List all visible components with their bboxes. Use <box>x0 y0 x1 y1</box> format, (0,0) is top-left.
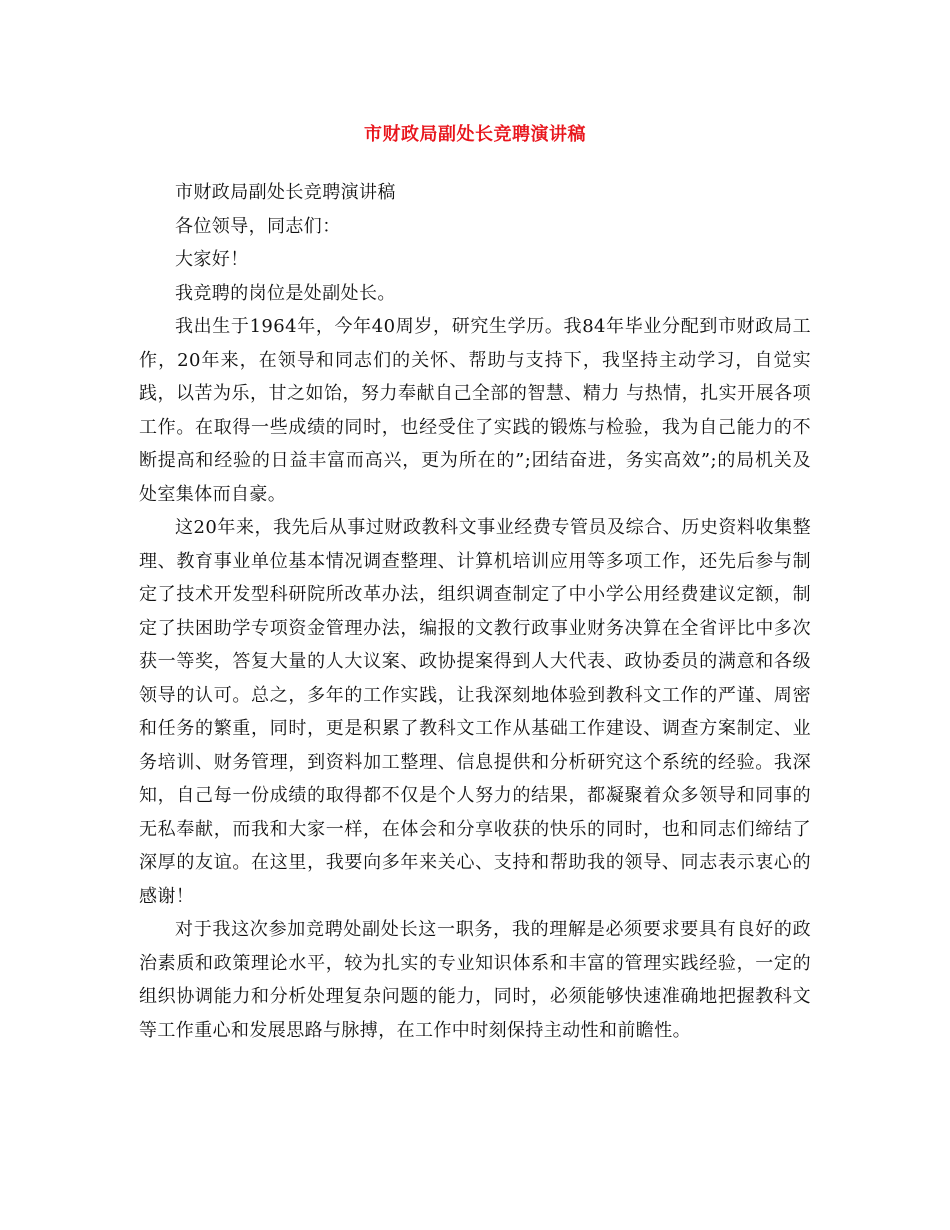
paragraph-salutation: 各位领导，同志们： <box>175 215 341 237</box>
paragraph-background: 我出生于1964年，今年40周岁，研究生学历。我84年毕业分配到市财政局工作，20年来，在领导和同志们的关怀、帮助与支持下，我坚持主动学习，自觉实践，以苦为乐，甘之如饴，努力奉献自己全部的智慧、精力 与热情，扎实开展各项工作。在取得一些成绩的同时，也经受住了实践的锻炼与检验，我为自己能力的不断提高和经验的日益丰富而高兴，更为所在的”;团结奋进，务实高效”;的局机关及处室集体而自豪。 <box>139 316 811 505</box>
paragraph-position: 我竞聘的岗位是处副处长。 <box>175 282 396 304</box>
paragraph-understanding: 对于我这次参加竞聘处副处长这一职务，我的理解是必须要求要具有良好的政治素质和政策理论水平，较为扎实的专业知识体系和丰富的管理实践经验，一定的组织协调能力和分析处理复杂问题的能力，同时，必须能够快速准确地把握教科文等工作重心和发展思路与脉搏，在工作中时刻保持主动性和前瞻性。 <box>139 919 811 1041</box>
document-body <box>139 176 811 1047</box>
paragraph-heading: 市财政局副处长竞聘演讲稿 <box>175 182 396 203</box>
paragraph-greeting: 大家好！ <box>175 249 249 270</box>
paragraph-experience: 这20年来，我先后从事过财政教科文事业经费专管员及综合、历史资料收集整理、教育事业单位基本情况调查整理、计算机培训应用等多项工作，还先后参与制定了技术开发型科研院所改革办法，组织调查制定了中小学公用经费建议定额，制定了扶困助学专项资金管理办法，编报的文教行政事业财务决算在全省评比中多次获一等奖，答复大量的人大议案、政协提案得到人大代表、政协委员的满意和各级领导的认可。总之，多年的工作实践，让我深刻地体验到教科文工作的严谨、周密和任务的繁重，同时，更是积累了教科文工作从基础工作建设、调查方案制定、业务培训、财务管理，到资料加工整理、信息提供和分析研究这个系统的经验。我深知，自己每一份成绩的取得都不仅是个人努力的结果，都凝聚着众多领导和同事的无私奉献，而我和大家一样，在体会和分享收获的快乐的同时，也和同志们缔结了深厚的友谊。在这里，我要向多年来关心、支持和帮助我的领导、同志表示衷心的感谢！ <box>139 517 811 907</box>
document-title: 市财政局副处长竞聘演讲稿 <box>364 124 586 145</box>
